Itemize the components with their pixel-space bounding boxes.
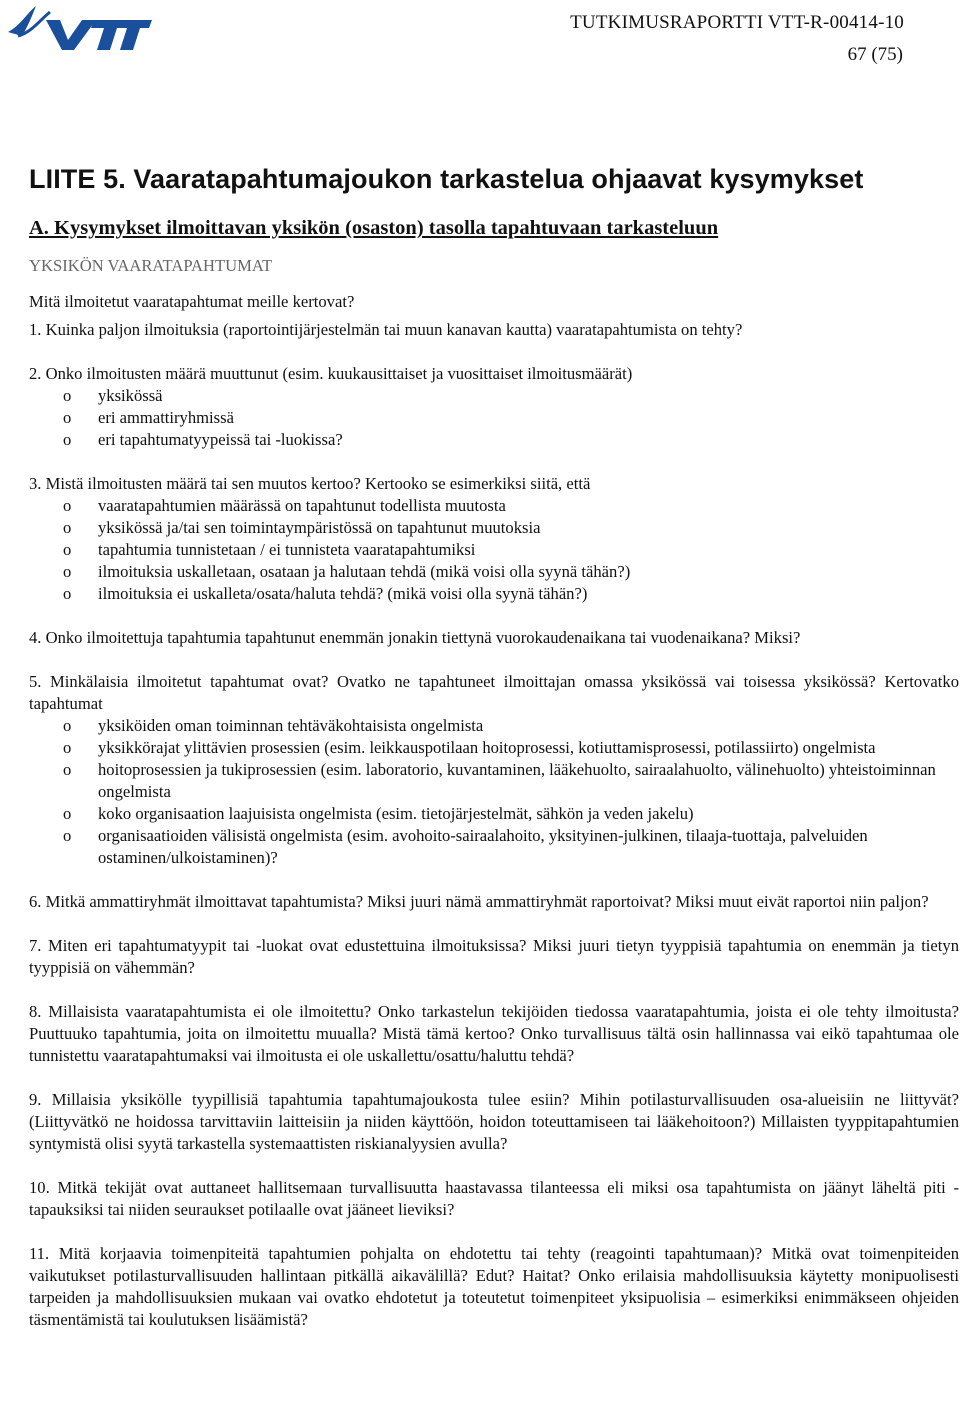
- question-text: 5. Minkälaisia ilmoitetut tapahtumat ovat? Ovatko ne tapahtuneet ilmoittajan omassa yksikössä vai toisessa yksikössä? Kertovatko tapahtumat: [29, 672, 959, 713]
- question-item: [29, 627, 959, 649]
- question-text: 9. Millaisia yksikölle tyypillisiä tapahtumia tapahtumajoukosta tulee esiin? Mihin potilasturvallisuuden osa-alueisiin ne liittyvät? (Liittyvätkö ne hoidossa tarvittaviin laitteisiin ja niiden käyttöön, hoidon toteuttamiseen tai lääkehoitoon?) Millaisten tyyppitapahtumien syntymistä olisi syytä tarkastella systemaattisten riskianalyysien avulla?: [29, 1090, 959, 1153]
- vtt-logo: [6, 2, 152, 54]
- sub-list: [29, 385, 959, 451]
- sub-list-item: o ilmoituksia uskalletaan, osataan ja halutaan tehdä (mikä voisi olla syynä tähän?): [29, 561, 959, 583]
- question-text: 10. Mitkä tekijät ovat auttaneet hallitsemaan turvallisuutta haastavassa tilanteessa eli miksi osa tapahtumista on jäänyt läheltä piti -tapauksiksi tai niiden seuraukset potilaalle ovat jääneet lieviksi?: [29, 1178, 959, 1219]
- question-item: [29, 671, 959, 869]
- sub-list-item: o eri tapahtumatyypeissä tai -luokissa?: [29, 429, 959, 451]
- sub-list-item: o tapahtumia tunnistetaan / ei tunnisteta vaaratapahtumiksi: [29, 539, 959, 561]
- question-item: [29, 891, 959, 913]
- question-text: 11. Mitä korjaavia toimenpiteitä tapahtumien pohjalta on ehdotettu tai tehty (reagointi tapahtumaan)? Mitkä ovat toimenpiteiden vaikutukset potilasturvallisuuden hallintaan pitkällä aikavälillä? Edut? Haitat? Onko erilaisia mahdollisuuksia käytetty monipuolisesti tarpeiden ja mahdollisuuksien mukaan vai ovatko ehdotetut ja toteutetut toimenpiteet yksipuolisia – esimerkiksi enimmäkseen ohjeiden täsmentämistä tai koulutuksen lisäämistä?: [29, 1244, 959, 1329]
- question-item: [29, 363, 959, 451]
- sub-list-item: o koko organisaation laajuisista ongelmista (esim. tietojärjestelmät, sähkön ja veden jakelu): [29, 803, 959, 825]
- sub-list: [29, 715, 959, 869]
- sub-list-item: o vaaratapahtumien määrässä on tapahtunut todellista muutosta: [29, 495, 959, 517]
- sub-list-item: o eri ammattiryhmissä: [29, 407, 959, 429]
- question-text: 2. Onko ilmoitusten määrä muuttunut (esim. kuukausittaiset ja vuosittaiset ilmoitusmäärät): [29, 364, 633, 383]
- intro-question: Mitä ilmoitetut vaaratapahtumat meille kertovat?: [29, 292, 355, 311]
- sub-list-item: o organisaatioiden välisistä ongelmista (esim. avohoito-sairaalahoito, yksityinen-julkinen, tilaaja-tuottaja, palveluiden ostaminen/ulkoistaminen)?: [29, 825, 959, 869]
- sub-list: [29, 495, 959, 605]
- page-number: 67 (75): [847, 44, 903, 65]
- question-text: 3. Mistä ilmoitusten määrä tai sen muutos kertoo? Kertooko se esimerkiksi siitä, että: [29, 474, 591, 493]
- question-text: 1. Kuinka paljon ilmoituksia (raportointijärjestelmän tai muun kanavan kautta) vaaratapahtumista on tehty?: [29, 320, 743, 339]
- page-title: LIITE 5. Vaaratapahtumajoukon tarkastelua ohjaavat kysymykset: [29, 164, 864, 194]
- question-text: 4. Onko ilmoitettuja tapahtumia tapahtunut enemmän jonakin tiettynä vuorokaudenaikana tai vuodenaikana? Miksi?: [29, 628, 801, 647]
- question-item: [29, 1001, 959, 1067]
- question-item: [29, 1177, 959, 1221]
- question-item: [29, 935, 959, 979]
- question-item: [29, 1243, 959, 1331]
- question-text: 6. Mitkä ammattiryhmät ilmoittavat tapahtumista? Miksi juuri nämä ammattiryhmät raportoivat? Miksi muut eivät raportoi niin paljon?: [29, 892, 929, 911]
- sub-list-item: o yksikössä: [29, 385, 959, 407]
- sub-list-item: o hoitoprosessien ja tukiprosessien (esim. laboratorio, kuvantaminen, lääkehuolto, sairaalahuolto, välinehuolto) yhteistoiminnan ongelmista: [29, 759, 959, 803]
- question-item: [29, 319, 959, 341]
- document-body: [29, 162, 959, 1353]
- question-text: 7. Miten eri tapahtumatyypit tai -luokat ovat edustettuina ilmoituksissa? Miksi juuri tietyn tyyppisiä tapahtumia on enemmän ja tietyn tyyppisiä on vähemmän?: [29, 936, 959, 977]
- subheading: YKSIKÖN VAARATAPAHTUMAT: [29, 256, 273, 275]
- section-heading: A. Kysymykset ilmoittavan yksikön (osaston) tasolla tapahtuvaan tarkasteluun: [29, 217, 719, 239]
- sub-list-item: o yksiköiden oman toiminnan tehtäväkohtaisista ongelmista: [29, 715, 959, 737]
- question-text: 8. Millaisista vaaratapahtumista ei ole ilmoitettu? Onko tarkastelun tekijöiden tiedossa vaaratapahtumia, joista ei ole tehty ilmoitusta? Puuttuuko tapahtumia, joita on ilmoitettu muualla? Mistä tämä kertoo? Onko turvallisuus tältä osin hallinnassa vai eikö tapahtumaa ole tunnistettu vaaratapahtumaksi vai ilmoitusta ei ole uskallettu/osattu/haluttu tehdä?: [29, 1002, 959, 1065]
- sub-list-item: o yksikkörajat ylittävien prosessien (esim. leikkauspotilaan hoitoprosessi, kotiuttamisprosessi, potilassiirto) ongelmista: [29, 737, 959, 759]
- sub-list-item: o yksikössä ja/tai sen toimintaympäristössä on tapahtunut muutoksia: [29, 517, 959, 539]
- sub-list-item: o ilmoituksia ei uskalleta/osata/haluta tehdä? (mikä voisi olla syynä tähän?): [29, 583, 959, 605]
- report-id: TUTKIMUSRAPORTTI VTT-R-00414-10: [570, 12, 904, 33]
- question-item: [29, 473, 959, 605]
- question-item: [29, 1089, 959, 1155]
- question-list: [29, 319, 959, 1331]
